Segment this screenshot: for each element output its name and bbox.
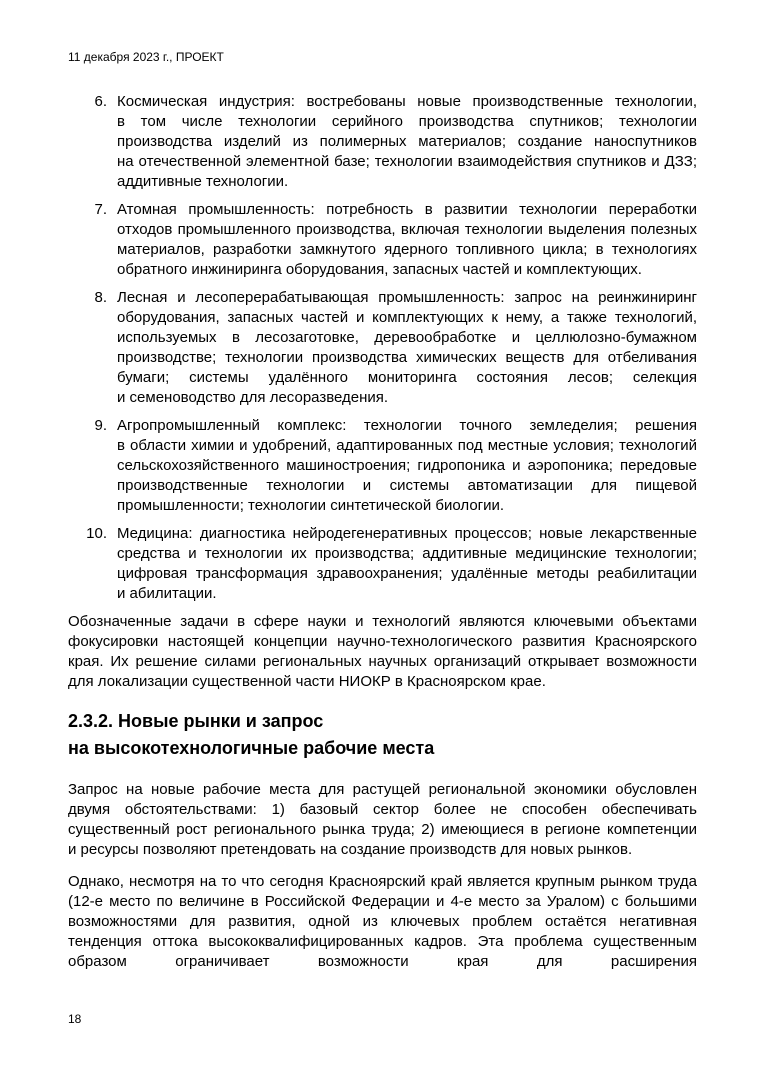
list-item [68,200,697,280]
list-item [68,416,697,516]
list-item-number: 10. [86,525,107,542]
list-item-number: 6. [94,93,107,110]
list-item [68,288,697,408]
page-number: 18 [68,1012,82,1026]
section-heading [68,708,697,762]
list-item-text: Космическая индустрия: востребованы новые производственные технологии, в том числе технологии серийного производства спутников; технологии производства изделий из полимерных материалов; создание наноспутников на отечественной элементной базе; технологии взаимодействия спутников и ДЗЗ; аддитивные технологии. [117,93,697,190]
list-item-number: 8. [94,289,107,306]
list-item [68,524,697,604]
list-item-number: 9. [94,417,107,434]
list-item-text: Медицина: диагностика нейродегенеративных процессов; новые лекарственные средства и технологии их производства; аддитивные медицинские технологии; цифровая трансформация здравоохранения; удалённые методы реабилитации и абилитации. [117,525,697,602]
list-item-number: 7. [94,201,107,218]
list-item-text: Атомная промышленность: потребность в развитии технологии переработки отходов промышленного производства, включая технологии выделения полезных материалов, разработки замкнутого ядерного топливного цикла; в технологиях обратного инжиниринга оборудования, запасных частей и комплектующих. [117,201,697,278]
numbered-list [68,92,697,604]
paragraph-tasks-summary: Обозначенные задачи в сфере науки и технологий являются ключевыми объектами фокусировки настоящей концепции научно-технологического развития Красноярского края. Их решение силами региональных научных организаций открывает возможности для локализации существенной части НИОКР в Красноярском крае. [68,613,697,690]
section-heading-line2: на высокотехнологичные рабочие места [68,738,435,758]
paragraph-labor-market-problem: Однако, несмотря на то что сегодня Красноярский край является крупным рынком труда (12-е место по величине в Российской Федерации и 4-е место за Уралом) с большими возможностями для развития, одной из ключевых проблем остаётся негативная тенденция оттока высококвалифицированных кадров. Эта проблема существенным образом ограничивает возможности края для расширения [68,873,697,970]
list-item-text: Лесная и лесоперерабатывающая промышленность: запрос на реинжиниринг оборудования, запасных частей и комплектующих к нему, а также технологий, используемых в лесозаготовке, деревообработке и целлюлозно-бумажном производстве; технологии производства химических веществ для отбеливания бумаги; системы удалённого мониторинга состояния лесов; селекция и семеноводство для лесоразведения. [117,289,697,406]
paragraph-labor-demand: Запрос на новые рабочие места для растущей региональной экономики обусловлен двумя обстоятельствами: 1) базовый сектор более не способен обеспечивать существенный рост регионального рынка труда; 2) имеющиеся в регионе компетенции и ресурсы позволяют претендовать на создание производств для новых рынков. [68,781,697,858]
list-item-text: Агропромышленный комплекс: технологии точного земледелия; решения в области химии и удобрений, адаптированных под местные условия; технологий сельскохозяйственного машиностроения; гидропоника и аэропоника; передовые производственные технологии и системы автоматизации для пищевой промышленности; технологии синтетической биологии. [117,417,697,514]
section-heading-line1: 2.3.2. Новые рынки и запрос [68,711,324,731]
document-header-date: 11 декабря 2023 г., ПРОЕКТ [68,50,224,64]
list-item [68,92,697,192]
